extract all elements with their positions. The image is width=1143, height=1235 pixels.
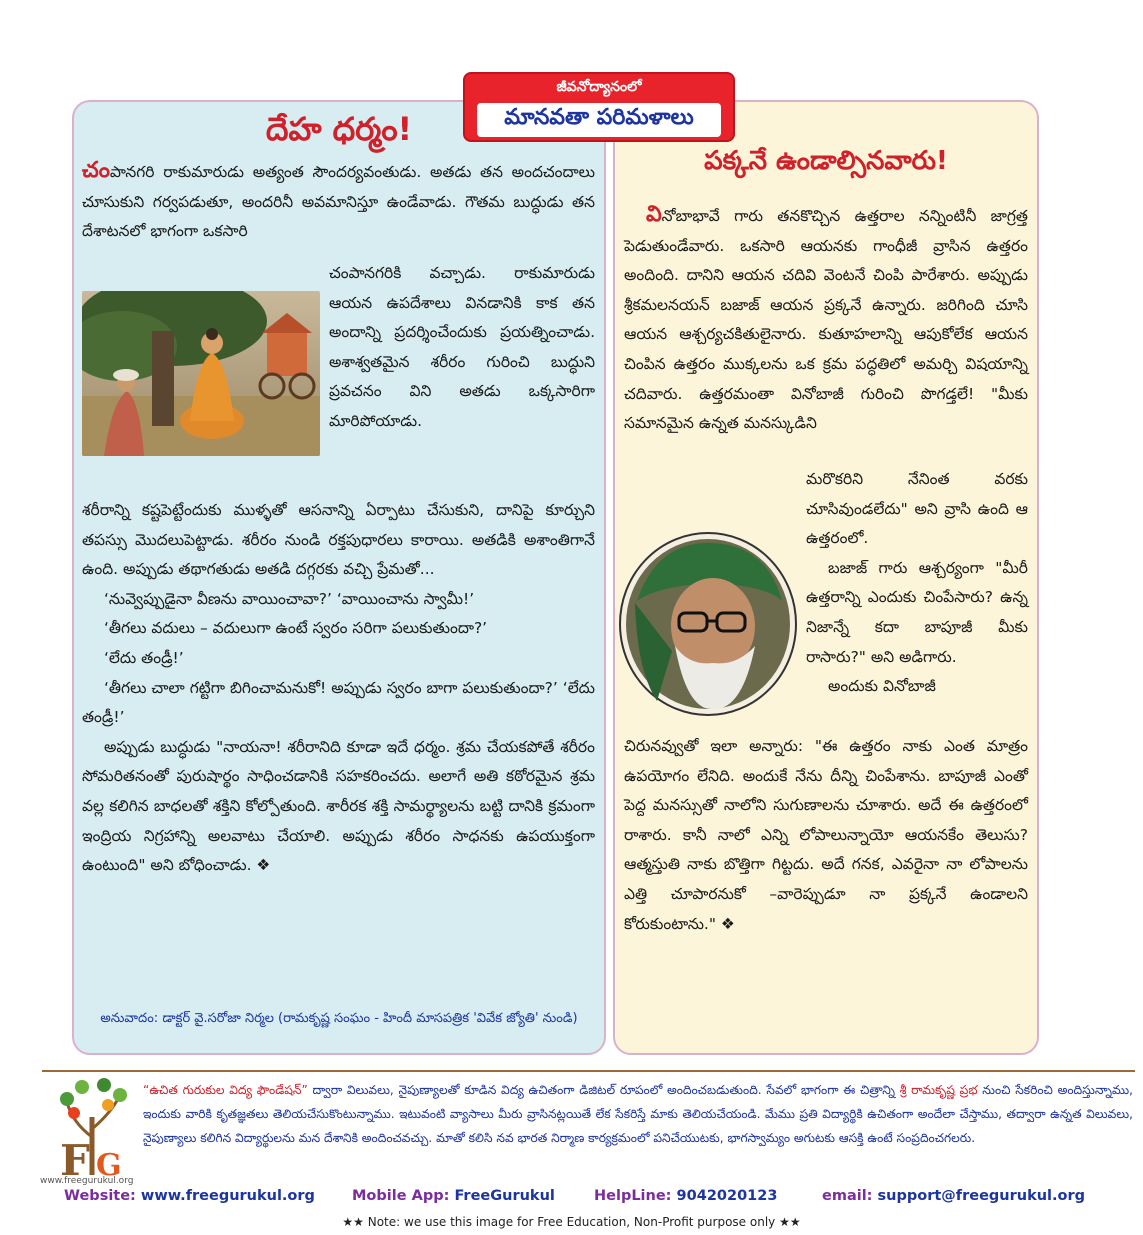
footer-text-1: ద్వారా విలువలు, నైపుణ్యాలతో కూడిన విద్య ఉచితంగా డిజిటల్ రూపంలో అందించబడుతుంది. సేవలో భాగంగా ఈ చిత్రాన్ని — [307, 1083, 900, 1097]
logo-url: www.freegurukul.org — [40, 1176, 134, 1186]
left-story-title: దేహ ధర్మం! — [265, 110, 413, 148]
footer-text-2: నుంచి సేకరించి అందిస్తున్నాము, ఇందుకు వారికి కృతజ్ఞతలు తెలియచేసుకొంటున్నాము. ఇటువంటి వ్యాసాలు మీరు వ్రాసినట్లయితే లేక సేకరిస్తే మాకు తెలియచేయండి. మేము ప్రతి విద్యార్థికి ఉచితంగా అందేలా చేస్తాము, తద్వారా ఉన్నత విలువలు, నైపుణ్యాలు కలిగిన విద్యార్థులను మన దేశానికి అందించవచ్చు. మాతో కలిసి నవ భారత నిర్మాణ కార్యక్రమంలో పనిచేయుటకు, భాగస్వామ్యం అగుటకు ఆసక్తి ఉంటే సంప్రదించగలరు. — [143, 1083, 1133, 1146]
translator-credit: అనువాదం: డాక్టర్ వై.సరోజా నిర్మల (రామకృష్ణ సంఘం - హిందీ మాసపత్రిక 'వివేక జ్యోతి' నుండి) — [100, 1011, 578, 1026]
email-label: email: — [822, 1188, 873, 1204]
helpline-number[interactable]: 9042020123 — [676, 1188, 778, 1204]
website-link[interactable]: www.freegurukul.org — [140, 1188, 315, 1204]
left-story-intro — [82, 156, 595, 247]
website-label: Website: — [64, 1188, 136, 1204]
svg-text:F: F — [60, 1136, 90, 1185]
right-paragraph-3: బజాజ్ గారు ఆశ్చర్యంగా "మీరీ ఉత్తరాన్ని ఎందుకు చింపేసారు? ఉన్న నిజాన్నే కదా బాపూజీ మీకు రాసారు?" అని అడిగారు. — [806, 558, 1028, 666]
source-name: శ్రీ రామకృష్ణ ప్రభ — [899, 1083, 978, 1097]
right-paragraph-2: మరొకరిని నేనింత వరకు చూసివుండలేదు" అని వ్రాసి ఉంది ఆ ఉత్తరంలో. — [806, 470, 1028, 548]
left-paragraph-3: శరీరాన్ని కష్టపెట్టేందుకు ముళ్ళతో ఆసనాన్ని ఏర్పాటు చేసుకుని, దానిపై కూర్చుని తపస్సు మొదలుపెట్టాడు. శరీరం నుండి రక్తపుధారలు కారాయి. అతడికి అశాంతిగానే ఉంది. అప్పుడు తథాగతుడు అతడి దగ్గరకు వచ్చి ప్రేమతో... — [82, 501, 595, 579]
email-link[interactable]: support@freegurukul.org — [877, 1188, 1086, 1204]
left-paragraph-2: చంపానగరికి వచ్చాడు. రాకుమారుడు ఆయన ఉపదేశాలు వినడానికి కాక తన అందాన్ని ప్రదర్శించేందుకు ప్రయత్నించాడు. అశాశ్వతమైన శరీరం గురించి బుద్ధుని ప్రవచనం విని అతడు ఒక్కసారిగా మారిపోయాడు. — [329, 264, 595, 430]
website-row[interactable] — [64, 1188, 315, 1204]
right-paragraph-1: నోబాభావే గారు తనకొచ్చిన ఉత్తరాల నన్నింటినీ జాగ్రత్త పెడుతుండేవారు. ఒకసారి ఆయనకు గాంధీజీ వ్రాసిన ఉత్తరం అందింది. దానిని ఆయన చదివి వెంటనే చింపి పారేశారు. అప్పుడు శ్రీకమలనయన్ బజాజ్ ఆయన ప్రక్కనే ఉన్నారు. జరిగింది చూసి ఆయన ఆశ్చర్యచకితులైనారు. కుతూహలాన్ని ఆపుకోలేక ఆయన చింపిన ఉత్తరం ముక్కలను ఒక క్రమ పద్ధతిలో అమర్చి విషయాన్ని చదివారు. ఉత్తరమంతా వినోబాజీ గురించి పొగడ్తలే! "మీకు సమానమైన ఉన్నత మనస్కుడిని — [624, 207, 1028, 433]
header-subtitle: జీవనోద్యానంలో — [556, 79, 642, 95]
left-story-body — [82, 496, 595, 881]
footer-note: ★★ Note: we use this image for Free Education, Non-Profit purpose only ★★ — [342, 1215, 801, 1229]
right-paragraph-4a: అందుకు వినోబాజీ — [828, 677, 936, 696]
right-story-title: పక్కనే ఉండాల్సినవారు! — [704, 146, 948, 176]
left-dropcap: చం — [82, 158, 110, 183]
buddha-illustration — [82, 291, 320, 456]
right-paragraph-4: చిరునవ్వుతో ఇలా అన్నారు: "ఈ ఉత్తరం నాకు ఎంత మాత్రం ఉపయోగం లేనిది. అందుకే నేను దీన్ని చింపేశాను. బాపూజీ ఎంతో పెద్ద మనస్సుతో నాలోని సుగుణాలను చూశారు. అదే ఈ ఉత్తరంలో రాశారు. కానీ నాలో ఎన్ని లోపాలున్నాయో ఆయనకేం తెలుసు? ఆత్మస్తుతి నాకు బొత్తిగా గిట్టదు. అదే గనక, ఎవరైనా నా లోపాలను ఎత్తి చూపారనుకో –వారెప్పుడూ నా ప్రక్కనే ఉండాలని కోరుకుంటాను." ❖ — [624, 737, 1028, 933]
right-story-wrap — [806, 465, 1028, 702]
footer-divider — [42, 1070, 1135, 1072]
helpline-label: HelpLine: — [594, 1188, 672, 1204]
left-dialogue-1: ‘నువ్వెప్పుడైనా వీణను వాయించావా?’ ‘వాయించాను స్వామీ!’ — [104, 589, 475, 608]
right-story-body — [624, 732, 1028, 939]
left-paragraph-1: పానగరి రాకుమారుడు అత్యంత సౌందర్యవంతుడు. అతడు తన అందచందాలు చూసుకుని గర్వపడుతూ, అందరినీ అవమానిస్తూ ఉండేవాడు. గౌతమ బుద్ధుడు తన దేశాటనలో భాగంగా ఒకసారి — [82, 163, 595, 241]
vinoba-portrait — [617, 531, 799, 717]
left-dialogue-4: ‘తీగలు చాలా గట్టిగా బిగించామనుకో! అప్పుడు స్వరం బాగా పలుకుతుందా?’ ‘లేదు తండ్రీ!’ — [82, 678, 595, 727]
left-story-wrap — [329, 259, 595, 437]
freegurukul-logo — [52, 1077, 138, 1189]
header-badge — [463, 72, 735, 142]
app-label: Mobile App: — [352, 1188, 450, 1204]
helpline-row[interactable] — [594, 1188, 777, 1204]
right-story-intro — [624, 200, 1028, 439]
app-name[interactable]: FreeGurukul — [454, 1188, 555, 1204]
header-title: మానవతా పరిమళాలు — [504, 105, 694, 130]
footer-description — [143, 1078, 1133, 1151]
left-paragraph-4: అప్పుడు బుద్ధుడు "నాయనా! శరీరానిది కూడా ఇదే ధర్మం. శ్రమ చేయకపోతే శరీరం సోమరితనంతో పురుషార్థం సాధించడానికి సహకరించదు. అలాగే అతి కఠోరమైన శ్రమ వల్ల కలిగిన బాధలతో శక్తిని కోల్పోతుంది. శారీరక శక్తి సామర్థ్యాలను బట్టి దానికి క్రమంగా ఇంద్రియ నిగ్రహాన్ని అలవాటు చేయాలి. అప్పుడు శరీరం సాధనకు ఉపయుక్తంగా ఉంటుంది" అని బోధించాడు. ❖ — [82, 737, 595, 875]
foundation-name: “ఉచిత గురుకుల విద్య ఫౌండేషన్” — [143, 1083, 308, 1097]
right-dropcap: వి — [646, 202, 662, 227]
email-row[interactable] — [822, 1188, 1085, 1204]
app-row[interactable] — [352, 1188, 555, 1204]
left-dialogue-3: ‘లేదు తండ్రీ!’ — [104, 648, 184, 667]
svg-text:G: G — [96, 1148, 122, 1183]
left-dialogue-2: ‘తీగలు వదులు – వదులుగా ఉంటే స్వరం సరిగా పలుకుతుందా?’ — [104, 619, 488, 638]
